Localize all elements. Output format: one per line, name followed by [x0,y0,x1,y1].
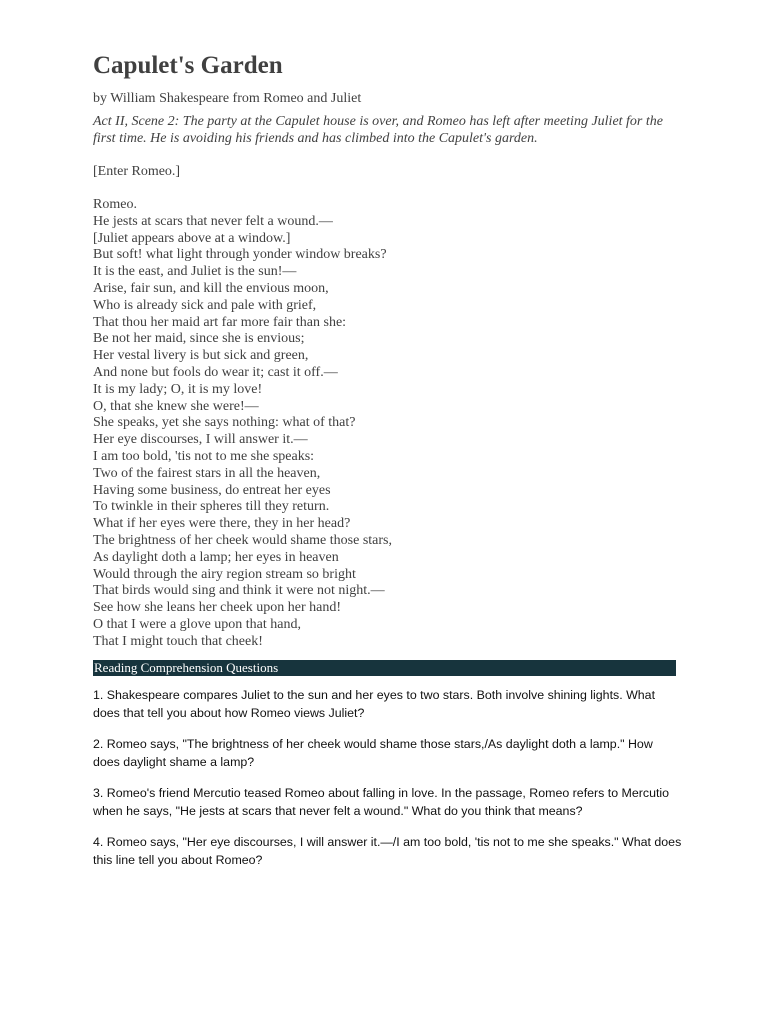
poem-line: It is my lady; O, it is my love! [93,381,263,397]
poem-text [93,197,683,651]
stage-direction: [Enter Romeo.] [93,164,181,179]
poem-line: Having some business, do entreat her eyes [93,482,331,498]
poem-line: Romeo. [93,197,137,212]
question-2: 2. Romeo says, "The brightness of her cheek would shame those stars,/As daylight doth a lamp." How does daylight shame a lamp? [93,736,653,770]
poem-line: Arise, fair sun, and kill the envious moon, [93,280,329,296]
byline: by William Shakespeare from Romeo and Juliet [93,91,362,106]
poem-line: What if her eyes were there, they in her head? [93,516,351,532]
poem-line: She speaks, yet she says nothing: what of that? [93,415,356,431]
poem-line: And none but fools do wear it; cast it off.— [93,364,338,380]
poem-line: Be not her maid, since she is envious; [93,331,305,347]
question-3: 3. Romeo's friend Mercutio teased Romeo about falling in love. In the passage, Romeo refers to Mercutio when he says, "He jests at scars that never felt a wound." What do you think that means? [93,785,670,819]
poem-line: As daylight doth a lamp; her eyes in heaven [93,549,339,565]
poem-line: O that I were a glove upon that hand, [93,616,301,632]
poem-line: He jests at scars that never felt a wound.— [93,213,333,229]
poem-line: Would through the airy region stream so bright [93,566,356,582]
scene-intro: Act II, Scene 2: The party at the Capulet house is over, and Romeo has left after meeting Juliet for the first time. He is avoiding his friends and has climbed into the Capulet's garden. [93,114,663,146]
poem-line: Who is already sick and pale with grief, [93,297,317,313]
poem-line: That birds would sing and think it were not night.— [93,583,385,599]
poem-line: The brightness of her cheek would shame those stars, [93,532,392,548]
poem-line: Her vestal livery is but sick and green, [93,348,309,364]
section-heading: Reading Comprehension Questions [93,660,676,676]
poem-line: Her eye discourses, I will answer it.— [93,432,308,448]
poem-line: To twinkle in their spheres till they return. [93,499,330,515]
poem-line: [Juliet appears above at a window.] [93,230,291,246]
poem-line: That thou her maid art far more fair than she: [93,314,347,330]
question-1: 1. Shakespeare compares Juliet to the sun and her eyes to two stars. Both involve shining lights. What does that tell you about how Romeo views Juliet? [93,687,656,721]
poem-line: That I might touch that cheek! [93,633,263,649]
page-title: Capulet's Garden [93,52,283,79]
poem-line: It is the east, and Juliet is the sun!— [93,264,297,280]
poem-line: I am too bold, 'tis not to me she speaks: [93,448,315,464]
question-list [93,686,683,870]
document-page [93,50,683,882]
poem-line: O, that she knew she were!— [93,398,259,414]
question-4: 4. Romeo says, "Her eye discourses, I will answer it.—/I am too bold, 'tis not to me she speaks." What does this line tell you about Romeo? [93,834,682,868]
poem-line: See how she leans her cheek upon her hand! [93,600,342,616]
poem-line: But soft! what light through yonder window breaks? [93,247,387,263]
poem-line: Two of the fairest stars in all the heaven, [93,465,321,481]
